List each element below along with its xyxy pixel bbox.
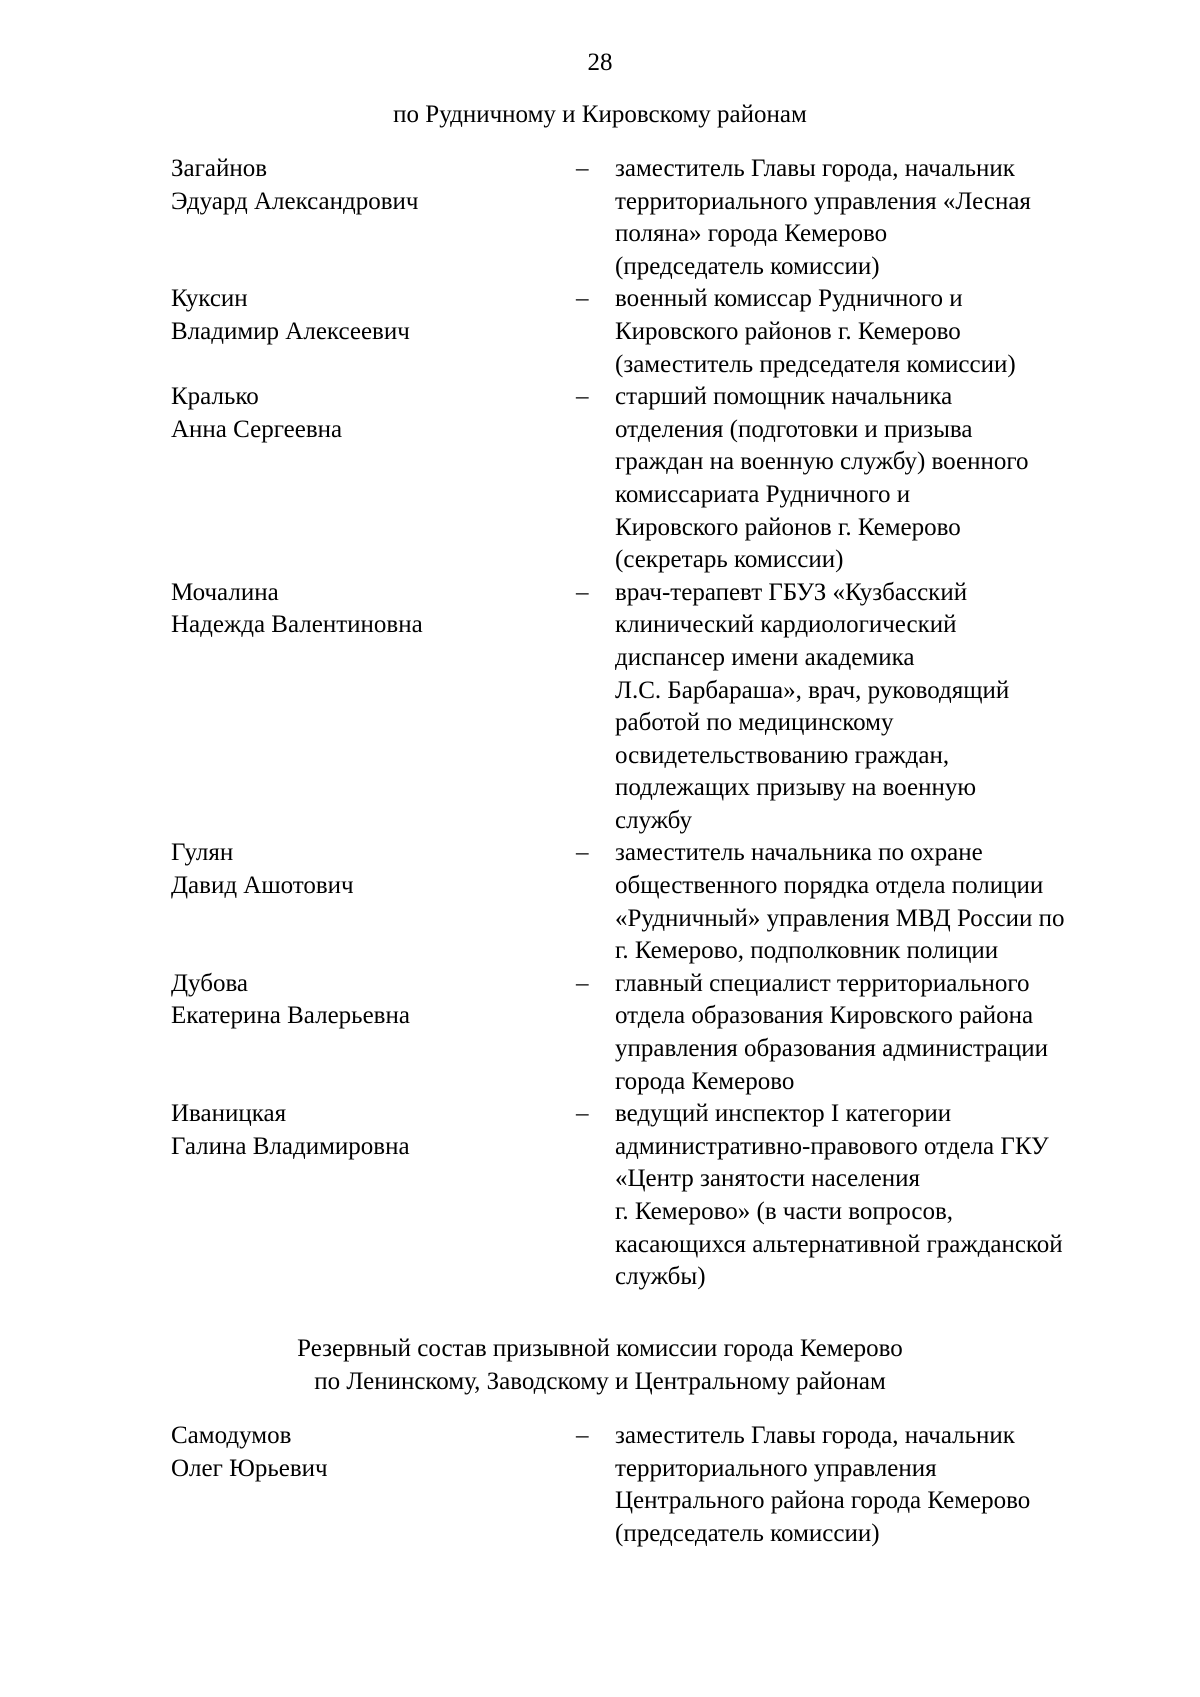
role-line: комиссариата Рудничного и <box>615 480 911 508</box>
role-line: касающихся альтернативной гражданской <box>615 1230 1063 1258</box>
role-line: (секретарь комиссии) <box>615 546 844 574</box>
member-list <box>171 153 1101 1294</box>
member-dash: – <box>576 578 589 606</box>
role-line: (председатель комиссии) <box>615 252 880 280</box>
role-line: службы) <box>615 1263 706 1291</box>
member-role <box>615 381 1101 577</box>
member-given-names: Екатерина Валерьевна <box>171 1002 410 1030</box>
role-line: отделения (подготовки и призыва <box>615 415 973 443</box>
member-surname: Кралько <box>171 383 259 411</box>
member-given-names: Владимир Алексеевич <box>171 317 410 345</box>
role-line: территориального управления «Лесная <box>615 187 1031 215</box>
role-line: Кировского районов г. Кемерово <box>615 513 961 541</box>
role-line: диспансер имени академика <box>615 643 915 671</box>
member-role <box>615 153 1101 283</box>
role-line: заместитель начальника по охране <box>615 839 983 867</box>
role-line: отдела образования Кировского района <box>615 1002 1034 1030</box>
role-line: главный специалист территориального <box>615 969 1030 997</box>
member-name <box>171 837 576 902</box>
section-heading <box>0 99 1200 132</box>
member-given-names: Олег Юрьевич <box>171 1454 328 1482</box>
role-line: врач-терапевт ГБУЗ «Кузбасский <box>615 578 968 606</box>
member-surname: Загайнов <box>171 155 268 182</box>
member-role <box>615 968 1101 1098</box>
member-role <box>615 577 1101 838</box>
member-dash: – <box>576 969 589 997</box>
role-line: «Центр занятости населения <box>615 1165 921 1193</box>
member-role <box>615 1420 1101 1550</box>
role-line: граждан на военную службу) военного <box>615 448 1029 476</box>
role-line: подлежащих призыву на военную <box>615 774 977 802</box>
role-line: заместитель Главы города, начальник <box>615 155 1015 182</box>
member-dash: – <box>576 839 589 867</box>
member-entry <box>171 1420 1101 1550</box>
member-entry <box>171 283 1101 381</box>
member-role <box>615 1098 1101 1294</box>
role-line: ведущий инспектор I категории <box>615 1100 952 1128</box>
section-heading-line: Резервный состав призывной комиссии города Кемерово <box>297 1335 903 1362</box>
member-surname: Дубова <box>171 969 249 997</box>
role-line: военный комиссар Рудничного и <box>615 285 963 313</box>
member-name <box>171 968 576 1033</box>
role-line: поляна» города Кемерово <box>615 220 888 248</box>
role-line: (председатель комиссии) <box>615 1519 880 1547</box>
member-surname: Иваницкая <box>171 1100 287 1128</box>
role-line: административно-правового отдела ГКУ <box>615 1132 1049 1160</box>
member-name <box>171 283 576 348</box>
role-line: управления образования администрации <box>615 1035 1048 1063</box>
role-line: освидетельствованию граждан, <box>615 741 950 769</box>
role-line: территориального управления <box>615 1454 937 1482</box>
member-given-names: Эдуард Александрович <box>171 187 419 215</box>
member-name <box>171 1098 576 1163</box>
member-given-names: Надежда Валентиновна <box>171 611 423 639</box>
role-line: заместитель Главы города, начальник <box>615 1422 1015 1449</box>
page-number: 28 <box>587 49 613 76</box>
member-surname: Куксин <box>171 285 248 313</box>
member-given-names: Анна Сергеевна <box>171 415 343 443</box>
role-line: службу <box>615 806 692 834</box>
role-line: Л.С. Барбараша», врач, руководящий <box>615 676 1010 704</box>
member-dash: – <box>576 383 589 411</box>
role-line: (заместитель председателя комиссии) <box>615 350 1016 378</box>
member-dash: – <box>576 1422 589 1449</box>
member-name <box>171 153 576 218</box>
member-name <box>171 381 576 446</box>
member-role <box>615 283 1101 381</box>
role-line: общественного порядка отдела полиции <box>615 872 1044 900</box>
member-entry <box>171 1098 1101 1294</box>
member-role <box>615 837 1101 967</box>
role-line: Кировского районов г. Кемерово <box>615 317 961 345</box>
member-entry <box>171 381 1101 577</box>
role-line: г. Кемерово, подполковник полиции <box>615 937 999 965</box>
section-heading <box>0 1333 1200 1398</box>
member-dash: – <box>576 155 589 182</box>
member-list <box>171 1420 1101 1550</box>
member-surname: Самодумов <box>171 1422 292 1449</box>
role-line: «Рудничный» управления МВД России по <box>615 904 1065 932</box>
member-given-names: Давид Ашотович <box>171 872 354 900</box>
member-entry <box>171 153 1101 283</box>
section-heading-line: по Ленинскому, Заводскому и Центральному районам <box>314 1367 886 1395</box>
role-line: г. Кемерово» (в части вопросов, <box>615 1198 954 1225</box>
member-entry <box>171 968 1101 1098</box>
role-line: Центрального района города Кемерово <box>615 1487 1031 1515</box>
member-given-names: Галина Владимировна <box>171 1132 410 1160</box>
member-dash: – <box>576 1100 589 1128</box>
member-entry <box>171 837 1101 967</box>
member-surname: Гулян <box>171 839 234 867</box>
role-line: города Кемерово <box>615 1067 795 1095</box>
role-line: работой по медицинскому <box>615 709 894 737</box>
member-name <box>171 577 576 642</box>
section-heading-line: по Рудничному и Кировскому районам <box>393 101 807 128</box>
member-entry <box>171 577 1101 838</box>
member-surname: Мочалина <box>171 578 279 606</box>
member-dash: – <box>576 285 589 313</box>
role-line: старший помощник начальника <box>615 383 953 411</box>
member-name <box>171 1420 576 1485</box>
role-line: клинический кардиологический <box>615 611 957 639</box>
